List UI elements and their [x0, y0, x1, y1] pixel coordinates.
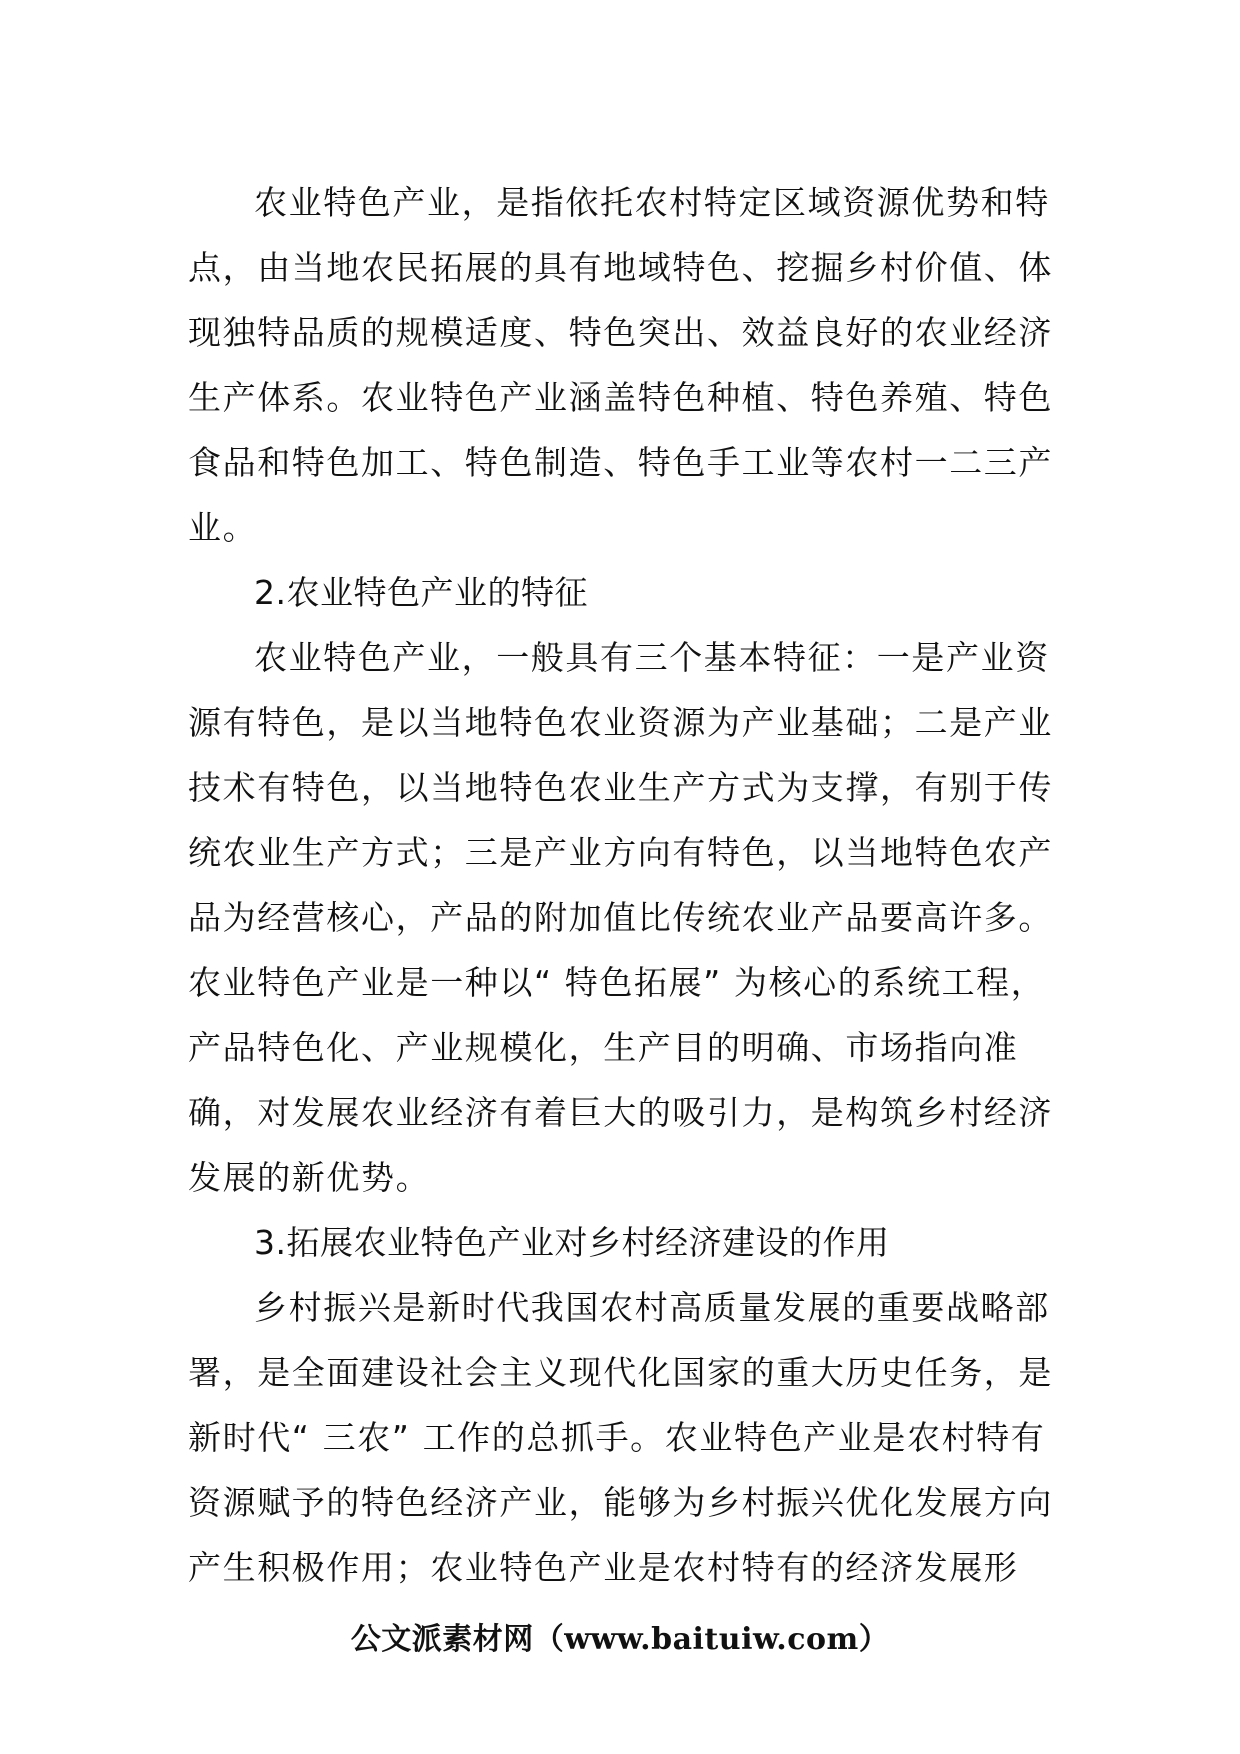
text-line: 农业特色产业，一般具有三个基本特征：一是产业资 [254, 638, 1050, 677]
document-body [188, 170, 1058, 1600]
text-line: 农业特色产业是一种以“ 特色拓展” 为核心的系统工程， [188, 963, 1046, 1002]
text-line: 发展的新优势。 [188, 1158, 431, 1197]
text-line: 统农业生产方式；三是产业方向有特色，以当地特色农产 [188, 833, 1053, 872]
text-line: 业。 [188, 508, 258, 547]
text-line: 食品和特色加工、特色制造、特色手工业等农村一二三产 [188, 443, 1053, 482]
text-line: 产生积极作用；农业特色产业是农村特有的经济发展形 [188, 1548, 1019, 1587]
footer-watermark: 公文派素材网（www.baituiw.com） [350, 1622, 890, 1657]
section-heading: 2.农业特色产业的特征 [254, 573, 588, 612]
text-line: 农业特色产业，是指依托农村特定区域资源优势和特 [254, 183, 1050, 222]
section-heading: 3.拓展农业特色产业对乡村经济建设的作用 [254, 1223, 890, 1262]
text-line: 现独特品质的规模适度、特色突出、效益良好的农业经济 [188, 313, 1053, 352]
text-line: 生产体系。农业特色产业涵盖特色种植、特色养殖、特色 [188, 378, 1053, 417]
text-line: 技术有特色，以当地特色农业生产方式为支撑，有别于传 [188, 768, 1053, 807]
text-line: 署，是全面建设社会主义现代化国家的重大历史任务，是 [188, 1353, 1053, 1392]
text-line: 点，由当地农民拓展的具有地域特色、挖掘乡村价值、体 [188, 248, 1053, 287]
text-line: 源有特色，是以当地特色农业资源为产业基础；二是产业 [188, 703, 1053, 742]
text-line: 产品特色化、产业规模化，生产目的明确、市场指向准 [188, 1028, 1019, 1067]
text-line: 确，对发展农业经济有着巨大的吸引力，是构筑乡村经济 [188, 1093, 1053, 1132]
text-line: 乡村振兴是新时代我国农村高质量发展的重要战略部 [254, 1288, 1050, 1327]
text-line: 新时代“ 三农” 工作的总抓手。农业特色产业是农村特有 [188, 1418, 1046, 1457]
text-line: 品为经营核心，产品的附加值比传统农业产品要高许多。 [188, 898, 1053, 937]
text-line: 资源赋予的特色经济产业，能够为乡村振兴优化发展方向 [188, 1483, 1053, 1522]
